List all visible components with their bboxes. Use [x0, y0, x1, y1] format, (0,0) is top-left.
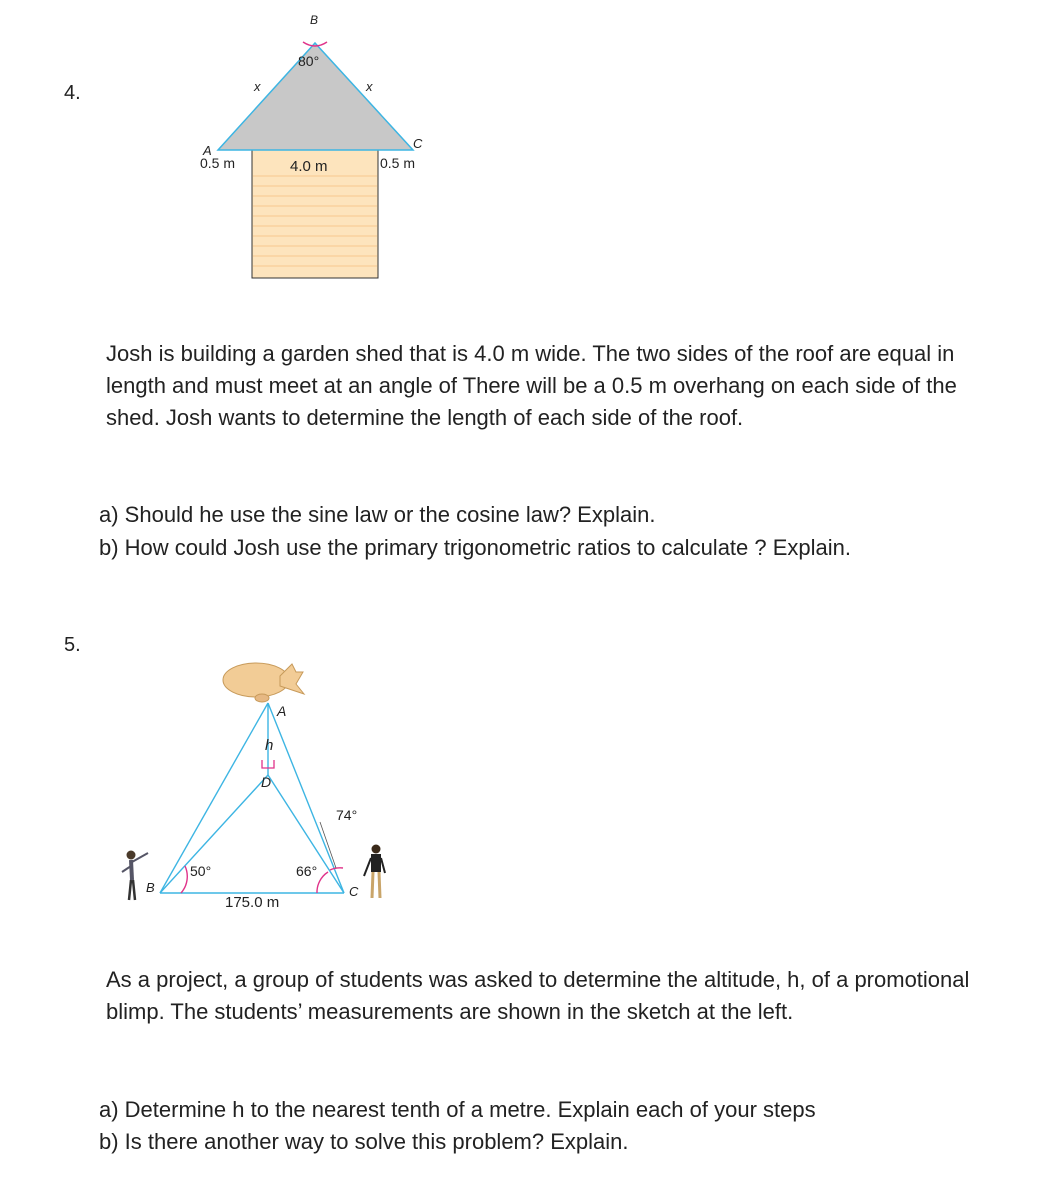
base-length-label: 175.0 m — [225, 894, 280, 911]
angle-50-label: 50° — [190, 863, 212, 879]
question-number-4: 4. — [64, 82, 81, 104]
overhang-right-label: 0.5 m — [380, 155, 416, 171]
shed-figure — [0, 0, 1054, 320]
question-4-part-b: b) How could Josh use the primary trigonometric ratios to calculate ? Explain. — [99, 535, 852, 560]
right-angle-mark-right — [268, 760, 274, 768]
right-angle-mark-left — [262, 760, 268, 768]
question-5-part-b: b) Is there another way to solve this problem? Explain. — [99, 1129, 629, 1154]
vertex-b-label: B — [146, 880, 155, 895]
vertex-c-label: C — [349, 884, 359, 899]
question-5-part-a: a) Determine h to the nearest tenth of a metre. Explain each of your steps — [99, 1097, 816, 1122]
angle-74-leader — [320, 822, 336, 868]
angle-74-label: 74° — [336, 807, 358, 823]
roof-side-left-label: x — [254, 79, 261, 94]
blimp-icon — [223, 663, 304, 702]
blimp-figure — [0, 650, 1054, 920]
overhang-left-label: 0.5 m — [200, 155, 236, 171]
altitude-h-label: h — [265, 737, 274, 754]
vertex-b-label: B — [310, 13, 319, 27]
question-4-part-a: a) Should he use the sine law or the cosine law? Explain. — [99, 502, 656, 527]
vertex-c-label: C — [413, 136, 423, 151]
student-right-icon — [364, 845, 385, 899]
vertex-a-label: A — [203, 143, 212, 158]
question-5-paragraph: As a project, a group of students was asked to determine the altitude, h, of a promotional blimp. The students’ measurements are shown in the sketch at the left. — [106, 967, 970, 1024]
angle-arc-66 — [317, 872, 328, 893]
question-4-paragraph: Josh is building a garden shed that is 4.0 m wide. The two sides of the roof are equal in length and must meet at an angle of There will be a 0.5 m overhang on each side of the shed. Josh wants to determine the length of each side of the roof. — [106, 341, 957, 430]
angle-arc-74 — [330, 868, 343, 870]
shed-width-label: 4.0 m — [290, 158, 328, 175]
roof-angle-label: 80° — [298, 53, 320, 69]
question-number-5: 5. — [64, 634, 81, 656]
vertex-a-label: A — [277, 703, 287, 719]
angle-66-label: 66° — [296, 863, 318, 879]
student-left-icon — [122, 851, 148, 901]
vertex-d-label: D — [261, 774, 272, 790]
roof-side-right-label: x — [366, 79, 373, 94]
